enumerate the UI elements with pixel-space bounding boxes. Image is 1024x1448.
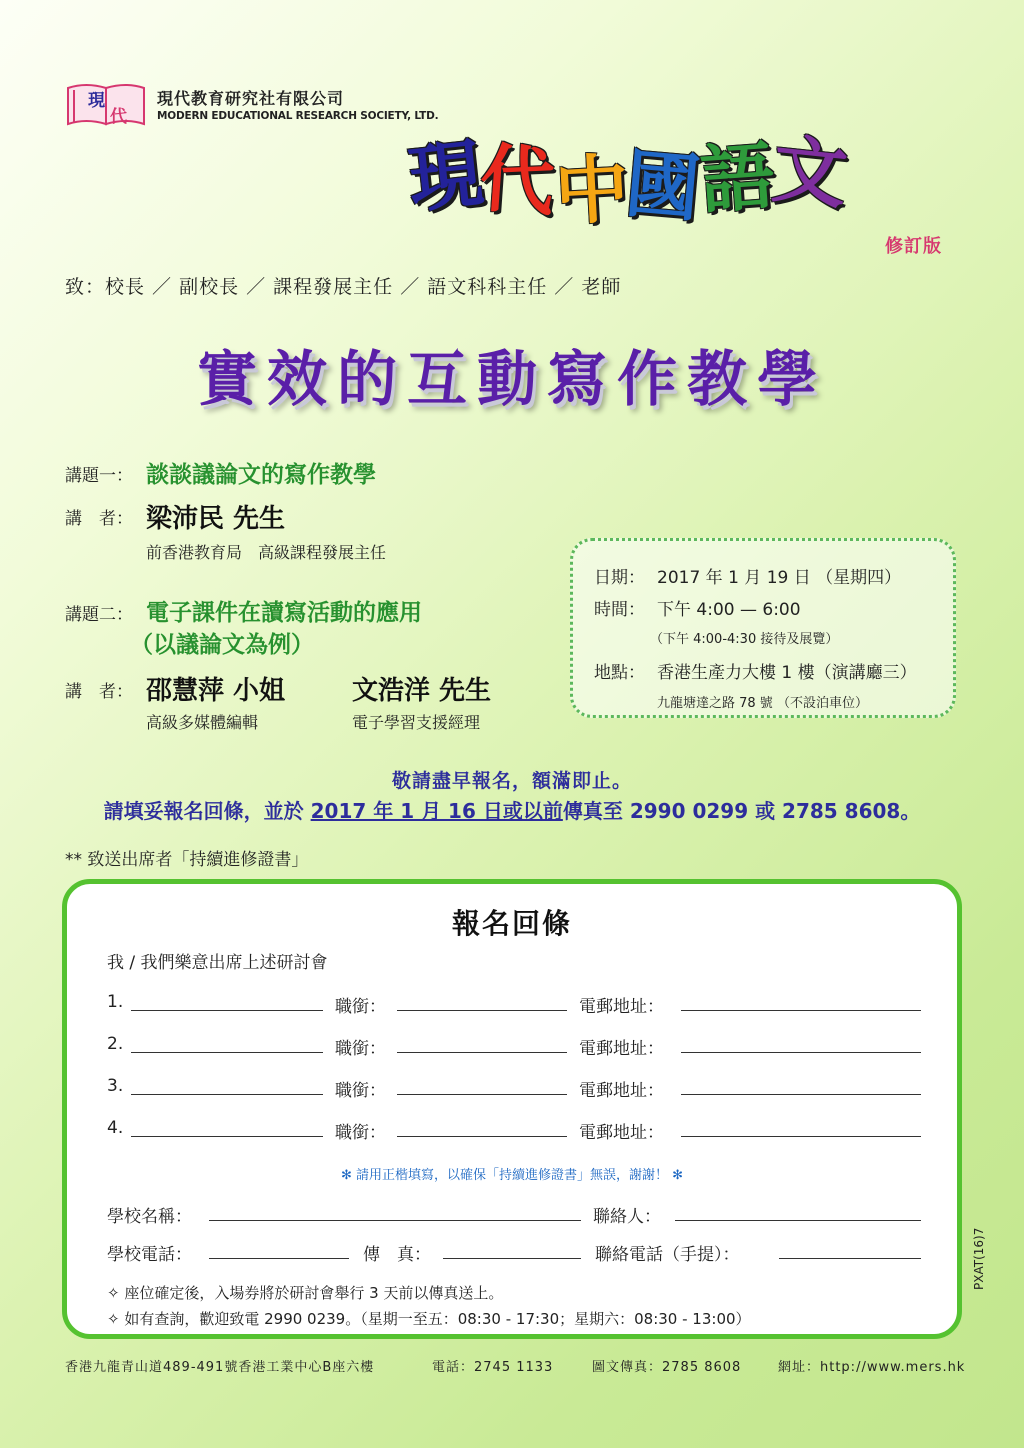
title-field[interactable] [397, 1010, 567, 1011]
row-number: 3. [107, 1076, 124, 1096]
series-char: 語 [698, 133, 778, 225]
registration-form [62, 879, 962, 1339]
name-field[interactable] [131, 1052, 323, 1053]
fax-instruction [0, 795, 1024, 824]
form-intro: 我 / 我們樂意出席上述研討會 [107, 953, 328, 973]
event-time-note: （下午 4:00-4:30 接待及展覽） [650, 632, 839, 647]
fax-label: 傳 真： [363, 1245, 431, 1265]
form-title: 報名回條 [451, 907, 572, 940]
school-name-label: 學校名稱： [107, 1207, 192, 1227]
topic2-label: 講題二： [65, 605, 133, 625]
title-field[interactable] [397, 1136, 567, 1137]
event-venue: 香港生產力大樓 1 樓（演講廳三） [657, 663, 917, 683]
fax-instruction-post: 傳真至 2990 0299 或 2785 8608。 [562, 799, 921, 823]
school-phone-field[interactable] [209, 1258, 349, 1259]
email-field[interactable] [681, 1052, 921, 1053]
title-label: 職銜： [335, 1081, 386, 1101]
topic2-speaker1-title: 高級多媒體編輯 [146, 713, 259, 732]
email-label: 電郵地址： [579, 1081, 664, 1101]
series-char: 現 [404, 130, 487, 224]
footer-address: 香港九龍青山道489-491號香港工業中心B座六樓 [65, 1360, 375, 1375]
recipients-line: 致：校長 ／ 副校長 ／ 課程發展主任 ／ 語文科科主任 ／ 老師 [65, 276, 622, 298]
topic2-title-line2: （以議論文為例） [130, 632, 314, 658]
name-field[interactable] [131, 1094, 323, 1095]
footer-phone: 電話：2745 1133 [432, 1360, 554, 1375]
ticket-note: ✧ 座位確定後，入場券將於研討會舉行 3 天前以傳真送上。 [107, 1284, 504, 1302]
topic2-title-line1: 電子課件在讀寫活動的應用 [146, 600, 422, 626]
event-venue-note: 九龍塘達之路 78 號 （不設泊車位） [657, 696, 868, 711]
email-field[interactable] [681, 1136, 921, 1137]
title-label: 職銜： [335, 997, 386, 1017]
row-number: 2. [107, 1034, 124, 1054]
title-field[interactable] [397, 1052, 567, 1053]
registration-notice: 敬請盡早報名，額滿即止。 [391, 770, 632, 792]
venue-label: 地點： [594, 663, 645, 683]
svg-text:代: 代 [110, 107, 127, 127]
school-phone-label: 學校電話： [107, 1245, 192, 1265]
topic1-title: 談談議論文的寫作教學 [146, 462, 376, 488]
email-label: 電郵地址： [579, 1123, 664, 1143]
mobile-field[interactable] [779, 1258, 921, 1259]
topic1-label: 講題一： [65, 466, 133, 486]
series-char: 文 [768, 126, 852, 220]
contact-person-field[interactable] [675, 1220, 921, 1221]
svg-text:現: 現 [88, 91, 105, 111]
enquiry-note: ✧ 如有查詢，歡迎致電 2990 0239。（星期一至五：08:30 - 17:30；星期六：08:30 - 13:00） [107, 1310, 751, 1328]
event-date: 2017 年 1 月 19 日 （星期四） [657, 568, 902, 588]
title-field[interactable] [397, 1094, 567, 1095]
row-number: 1. [107, 992, 124, 1012]
publisher-logo [64, 80, 150, 128]
document-code: PXAT(16)7 [972, 1227, 986, 1290]
school-name-field[interactable] [209, 1220, 581, 1221]
seminar-title: 實效的互動寫作教學 [197, 345, 827, 415]
topic1-speaker-label: 講 者： [65, 509, 133, 529]
series-char: 中 [553, 146, 632, 236]
topic2-speaker2: 文浩洋 先生 [352, 676, 492, 706]
certificate-note: ** 致送出席者「持續進修證書」 [65, 850, 309, 870]
topic2-speaker-label: 講 者： [65, 682, 133, 702]
fax-field[interactable] [443, 1258, 581, 1259]
publisher-name-cn: 現代教育研究社有限公司 [157, 89, 345, 108]
series-title [404, 118, 852, 236]
email-label: 電郵地址： [579, 997, 664, 1017]
form-fill-note: ✻ 請用正楷填寫，以確保「持續進修證書」無誤，謝謝！ ✻ [340, 1168, 684, 1183]
email-field[interactable] [681, 1010, 921, 1011]
topic2-speaker2-title: 電子學習支援經理 [352, 713, 481, 732]
book-logo-icon [64, 80, 150, 128]
publisher-name-en: MODERN EDUCATIONAL RESEARCH SOCIETY, LTD. [157, 110, 439, 122]
footer-website[interactable]: 網址：http://www.mers.hk [778, 1360, 966, 1375]
fax-instruction-pre: 請填妥報名回條，並於 [103, 799, 311, 823]
deadline-date: 2017 年 1 月 16 日或以前 [310, 799, 563, 823]
title-label: 職銜： [335, 1123, 386, 1143]
email-label: 電郵地址： [579, 1039, 664, 1059]
date-label: 日期： [594, 568, 645, 588]
mobile-label: 聯絡電話（手提）： [595, 1245, 740, 1265]
series-char: 代 [477, 135, 558, 227]
topic1-speaker-title: 前香港教育局 高級課程發展主任 [146, 543, 387, 562]
event-time: 下午 4:00 — 6:00 [657, 600, 801, 620]
topic1-speaker: 梁沛民 先生 [146, 504, 286, 534]
email-field[interactable] [681, 1094, 921, 1095]
name-field[interactable] [131, 1010, 323, 1011]
time-label: 時間： [594, 600, 645, 620]
edition-badge: 修訂版 [885, 236, 942, 257]
footer-fax: 圖文傳真：2785 8608 [592, 1360, 742, 1375]
row-number: 4. [107, 1118, 124, 1138]
title-label: 職銜： [335, 1039, 386, 1059]
topic2-speaker1: 邵慧萍 小姐 [146, 676, 286, 706]
name-field[interactable] [131, 1136, 323, 1137]
series-char: 國 [622, 140, 704, 234]
contact-person-label: 聯絡人： [593, 1207, 661, 1227]
